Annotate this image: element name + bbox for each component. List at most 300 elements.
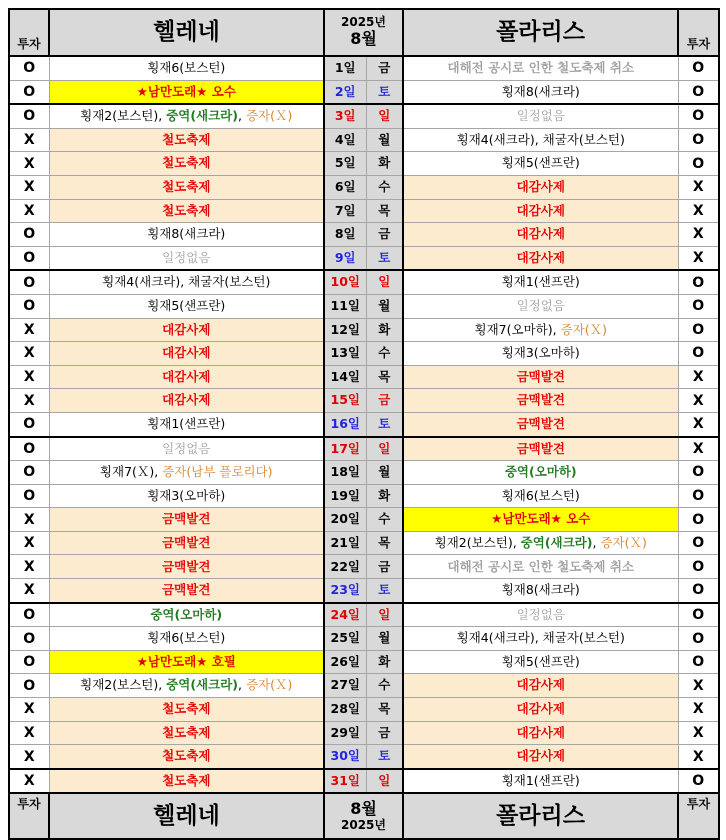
left-event-text: 철도축제 [162, 155, 211, 171]
schedule-sheet [8, 8, 718, 840]
date-cell: 13일 [324, 342, 366, 366]
right-event-text: 대감사제 [516, 701, 565, 717]
left-event-text: ★남만도래★ 호필 [136, 653, 236, 669]
left-event-text: , [237, 108, 246, 124]
left-event-cell [49, 698, 324, 722]
table-row [9, 152, 719, 176]
right-investment-mark: X [678, 199, 719, 223]
left-event-text: 횡재1(샌프란) [147, 415, 226, 431]
weekday-cell: 금 [366, 56, 403, 80]
right-event-cell [403, 152, 678, 176]
table-row [9, 246, 719, 270]
right-investment-mark: X [678, 175, 719, 199]
weekday-cell: 토 [366, 579, 403, 603]
right-event-text: 대감사제 [516, 226, 565, 242]
month-header-bottom [324, 793, 403, 839]
right-investment-mark: X [678, 698, 719, 722]
left-investment-mark: O [9, 56, 49, 80]
left-event-cell [49, 627, 324, 651]
left-event-text: ★남만도래★ 오수 [136, 83, 236, 99]
right-event-text: 중역(오마하) [504, 464, 577, 480]
table-row [9, 389, 719, 413]
table-row [9, 365, 719, 389]
left-investor-footer: 투자 [9, 793, 49, 839]
left-investment-mark: X [9, 175, 49, 199]
right-event-cell [403, 365, 678, 389]
right-investment-mark: O [678, 603, 719, 627]
right-investment-mark: O [678, 342, 719, 366]
left-event-text: 금맥발견 [162, 511, 211, 527]
left-event-cell [49, 555, 324, 579]
left-event-cell [49, 128, 324, 152]
right-event-text: ★남만도래★ 오수 [491, 511, 591, 527]
date-cell: 27일 [324, 674, 366, 698]
right-investment-mark: O [678, 318, 719, 342]
right-event-cell [403, 246, 678, 270]
right-investment-mark: X [678, 721, 719, 745]
right-event-text: 증자(Ｘ) [560, 321, 607, 337]
weekday-cell: 토 [366, 745, 403, 769]
weekday-cell: 토 [366, 246, 403, 270]
weekday-cell: 일 [366, 603, 403, 627]
right-event-cell [403, 769, 678, 794]
date-cell: 18일 [324, 461, 366, 485]
date-cell: 1일 [324, 56, 366, 80]
date-cell: 24일 [324, 603, 366, 627]
left-event-cell [49, 365, 324, 389]
table-row [9, 412, 719, 436]
left-investment-mark: X [9, 745, 49, 769]
right-event-cell [403, 650, 678, 674]
weekday-cell: 수 [366, 674, 403, 698]
schedule-table [8, 8, 720, 840]
left-server-name-footer: 헬레네 [49, 793, 324, 839]
left-investment-mark: O [9, 80, 49, 104]
left-event-text: 횡재2(보스턴), [80, 677, 167, 693]
right-event-text: 횡재3(오마하) [501, 345, 580, 361]
right-investment-mark: O [678, 80, 719, 104]
left-investment-mark: O [9, 437, 49, 461]
date-cell: 20일 [324, 508, 366, 532]
table-row [9, 674, 719, 698]
right-investment-mark: O [678, 56, 719, 80]
right-investment-mark: O [678, 579, 719, 603]
right-event-text: 금맥발견 [516, 392, 565, 408]
weekday-cell: 수 [366, 508, 403, 532]
right-event-text: 일정없음 [516, 606, 565, 622]
left-event-text: 증자(Ｘ) [245, 108, 293, 124]
left-event-cell [49, 769, 324, 794]
left-event-text: 철도축제 [162, 131, 211, 147]
right-investment-mark: O [678, 128, 719, 152]
right-event-cell [403, 627, 678, 651]
right-investment-mark: O [678, 484, 719, 508]
table-row [9, 698, 719, 722]
right-event-text: 금맥발견 [516, 440, 565, 456]
right-event-text: 대해전 공시로 인한 철도축제 취소 [447, 558, 634, 574]
right-event-text: 일정없음 [516, 297, 565, 313]
table-row [9, 56, 719, 80]
left-event-text: 횡재4(새크라), 채굴자(보스턴) [102, 274, 271, 290]
right-event-text: 횡재7(오마하), [474, 321, 561, 337]
left-event-cell [49, 152, 324, 176]
left-event-cell [49, 579, 324, 603]
right-investment-mark: O [678, 627, 719, 651]
right-server-name: 폴라리스 [403, 9, 678, 56]
right-investor-header: 투자 [678, 9, 719, 56]
left-investment-mark: O [9, 627, 49, 651]
right-event-cell [403, 128, 678, 152]
left-event-text: 중역(새크라) [166, 677, 238, 693]
right-investment-mark: X [678, 223, 719, 247]
date-cell: 14일 [324, 365, 366, 389]
right-event-text: 횡재5(샌프란) [501, 155, 580, 171]
date-cell: 23일 [324, 579, 366, 603]
left-event-text: 횡재6(보스턴) [147, 60, 226, 76]
date-cell: 3일 [324, 104, 366, 128]
table-row [9, 627, 719, 651]
left-investment-mark: O [9, 484, 49, 508]
date-cell: 26일 [324, 650, 366, 674]
left-event-cell [49, 318, 324, 342]
left-event-text: 횡재6(보스턴) [147, 630, 226, 646]
left-event-cell [49, 104, 324, 128]
right-event-text: 일정없음 [516, 108, 565, 124]
table-row [9, 223, 719, 247]
right-event-cell [403, 270, 678, 294]
table-row [9, 270, 719, 294]
left-event-cell [49, 80, 324, 104]
left-investment-mark: X [9, 389, 49, 413]
left-event-text: 대감사제 [162, 321, 211, 337]
weekday-cell: 월 [366, 294, 403, 318]
date-cell: 10일 [324, 270, 366, 294]
date-cell: 22일 [324, 555, 366, 579]
right-investment-mark: O [678, 152, 719, 176]
weekday-cell: 금 [366, 389, 403, 413]
left-event-text: 대감사제 [162, 368, 211, 384]
right-event-text: 중역(새크라) [520, 534, 593, 550]
right-event-text: 횡재1(샌프란) [501, 274, 580, 290]
left-event-text: 증자(남부 플로리다) [162, 464, 273, 480]
right-event-text: 횡재8(새크라) [501, 582, 580, 598]
weekday-cell: 목 [366, 365, 403, 389]
right-event-cell [403, 745, 678, 769]
right-event-text: 대감사제 [516, 249, 565, 265]
table-row [9, 104, 719, 128]
left-event-text: 대감사제 [162, 345, 211, 361]
year-label-footer: 2025년 [341, 817, 386, 832]
right-investment-mark: O [678, 508, 719, 532]
date-cell: 30일 [324, 745, 366, 769]
weekday-cell: 화 [366, 152, 403, 176]
right-event-cell [403, 175, 678, 199]
table-row [9, 484, 719, 508]
weekday-cell: 목 [366, 531, 403, 555]
left-event-cell [49, 461, 324, 485]
table-row [9, 80, 719, 104]
left-investment-mark: X [9, 199, 49, 223]
left-investor-header: 투자 [9, 9, 49, 56]
weekday-cell: 금 [366, 223, 403, 247]
table-row [9, 318, 719, 342]
left-event-cell [49, 175, 324, 199]
right-event-text: 횡재8(새크라) [501, 83, 580, 99]
left-investment-mark: X [9, 579, 49, 603]
right-event-text: 증자(Ｘ) [600, 534, 647, 550]
date-cell: 17일 [324, 437, 366, 461]
left-event-cell [49, 342, 324, 366]
left-event-cell [49, 199, 324, 223]
left-event-cell [49, 56, 324, 80]
date-cell: 28일 [324, 698, 366, 722]
right-investment-mark: X [678, 246, 719, 270]
left-event-text: 철도축제 [162, 724, 211, 740]
weekday-cell: 화 [366, 318, 403, 342]
right-event-cell [403, 508, 678, 532]
left-investment-mark: X [9, 342, 49, 366]
left-event-cell [49, 270, 324, 294]
right-event-cell [403, 56, 678, 80]
date-cell: 7일 [324, 199, 366, 223]
weekday-cell: 목 [366, 698, 403, 722]
left-investment-mark: X [9, 365, 49, 389]
left-investment-mark: O [9, 461, 49, 485]
right-investment-mark: O [678, 531, 719, 555]
left-event-cell [49, 650, 324, 674]
left-event-cell [49, 745, 324, 769]
right-event-cell [403, 223, 678, 247]
left-investment-mark: O [9, 674, 49, 698]
right-investment-mark: O [678, 461, 719, 485]
header-row-top [9, 9, 719, 56]
left-investment-mark: O [9, 246, 49, 270]
right-event-cell [403, 80, 678, 104]
date-cell: 16일 [324, 412, 366, 436]
left-event-text: 횡재7(Ｘ), [99, 464, 163, 480]
left-event-text: 증자(Ｘ) [245, 677, 293, 693]
weekday-cell: 일 [366, 769, 403, 794]
left-event-text: 철도축제 [162, 701, 211, 717]
date-cell: 31일 [324, 769, 366, 794]
table-row [9, 294, 719, 318]
weekday-cell: 월 [366, 627, 403, 651]
left-server-name: 헬레네 [49, 9, 324, 56]
left-investment-mark: X [9, 128, 49, 152]
right-investor-footer: 투자 [678, 793, 719, 839]
right-event-text: 횡재6(보스턴) [501, 487, 580, 503]
table-row [9, 461, 719, 485]
weekday-cell: 금 [366, 555, 403, 579]
right-event-cell [403, 484, 678, 508]
month-header-top [324, 9, 403, 56]
right-event-text: 대감사제 [516, 202, 565, 218]
date-cell: 12일 [324, 318, 366, 342]
left-event-text: 대감사제 [162, 392, 211, 408]
table-row [9, 199, 719, 223]
right-event-cell [403, 698, 678, 722]
left-investment-mark: X [9, 508, 49, 532]
table-row [9, 721, 719, 745]
left-event-cell [49, 603, 324, 627]
table-row [9, 555, 719, 579]
right-event-cell [403, 674, 678, 698]
table-row [9, 745, 719, 769]
weekday-cell: 수 [366, 175, 403, 199]
table-row [9, 128, 719, 152]
weekday-cell: 일 [366, 104, 403, 128]
right-event-text: 대감사제 [516, 724, 565, 740]
left-event-text: 금맥발견 [162, 534, 211, 550]
right-event-cell [403, 294, 678, 318]
weekday-cell: 토 [366, 412, 403, 436]
left-investment-mark: O [9, 412, 49, 436]
left-event-text: 횡재8(새크라) [147, 226, 226, 242]
left-investment-mark: X [9, 721, 49, 745]
date-cell: 4일 [324, 128, 366, 152]
date-cell: 6일 [324, 175, 366, 199]
left-investment-mark: X [9, 531, 49, 555]
right-investment-mark: X [678, 437, 719, 461]
weekday-cell: 일 [366, 270, 403, 294]
table-row [9, 508, 719, 532]
right-event-cell [403, 461, 678, 485]
left-event-text: 철도축제 [162, 772, 211, 788]
left-event-cell [49, 508, 324, 532]
left-event-text: 횡재3(오마하) [147, 487, 226, 503]
right-event-text: 횡재4(새크라), 채굴자(보스턴) [456, 630, 625, 646]
date-cell: 25일 [324, 627, 366, 651]
weekday-cell: 화 [366, 650, 403, 674]
left-event-cell [49, 721, 324, 745]
right-investment-mark: X [678, 412, 719, 436]
right-event-cell [403, 721, 678, 745]
right-investment-mark: X [678, 674, 719, 698]
date-cell: 11일 [324, 294, 366, 318]
left-event-text: 철도축제 [162, 202, 211, 218]
right-event-text: 대감사제 [516, 748, 565, 764]
left-event-cell [49, 531, 324, 555]
right-event-cell [403, 603, 678, 627]
left-event-text: 금맥발견 [162, 558, 211, 574]
right-event-text: 대감사제 [516, 179, 565, 195]
date-cell: 5일 [324, 152, 366, 176]
left-investment-mark: O [9, 294, 49, 318]
left-investment-mark: O [9, 270, 49, 294]
right-investment-mark: O [678, 555, 719, 579]
weekday-cell: 월 [366, 128, 403, 152]
right-event-text: 금맥발견 [516, 415, 565, 431]
weekday-cell: 화 [366, 484, 403, 508]
right-event-text: 횡재2(보스턴), [434, 534, 521, 550]
table-row [9, 437, 719, 461]
left-event-text: 금맥발견 [162, 582, 211, 598]
right-investment-mark: O [678, 769, 719, 794]
table-row [9, 531, 719, 555]
right-event-cell [403, 104, 678, 128]
right-investment-mark: O [678, 650, 719, 674]
right-event-text: 횡재5(샌프란) [501, 653, 580, 669]
left-event-text: 일정없음 [162, 249, 211, 265]
right-investment-mark: X [678, 365, 719, 389]
table-row [9, 342, 719, 366]
left-investment-mark: O [9, 603, 49, 627]
month-label-footer: 8월 [350, 799, 377, 819]
date-cell: 29일 [324, 721, 366, 745]
left-event-text: 중역(새크라) [166, 108, 238, 124]
year-label: 2025년 [341, 15, 386, 30]
right-event-text: 대감사제 [516, 677, 565, 693]
weekday-cell: 일 [366, 437, 403, 461]
right-event-cell [403, 437, 678, 461]
table-row [9, 603, 719, 627]
right-event-cell [403, 555, 678, 579]
weekday-cell: 토 [366, 80, 403, 104]
date-cell: 2일 [324, 80, 366, 104]
right-server-name-footer: 폴라리스 [403, 793, 678, 839]
left-event-text: 횡재5(샌프란) [147, 297, 226, 313]
left-investment-mark: X [9, 698, 49, 722]
header-row-bottom [9, 793, 719, 839]
right-investment-mark: O [678, 294, 719, 318]
month-label: 8월 [350, 29, 377, 49]
left-event-text: 중역(오마하) [150, 606, 223, 622]
left-investment-mark: O [9, 223, 49, 247]
right-investment-mark: O [678, 270, 719, 294]
left-event-cell [49, 674, 324, 698]
right-event-text: 횡재4(새크라), 채굴자(보스턴) [456, 131, 625, 147]
date-cell: 15일 [324, 389, 366, 413]
date-cell: 19일 [324, 484, 366, 508]
left-event-text: 횡재2(보스턴), [80, 108, 167, 124]
left-event-text: 철도축제 [162, 748, 211, 764]
date-cell: 9일 [324, 246, 366, 270]
left-event-cell [49, 389, 324, 413]
left-investment-mark: O [9, 650, 49, 674]
left-event-cell [49, 437, 324, 461]
table-row [9, 175, 719, 199]
weekday-cell: 목 [366, 199, 403, 223]
table-row [9, 769, 719, 794]
weekday-cell: 수 [366, 342, 403, 366]
right-event-cell [403, 389, 678, 413]
right-investment-mark: O [678, 104, 719, 128]
table-row [9, 650, 719, 674]
left-event-text: 철도축제 [162, 179, 211, 195]
right-event-cell [403, 531, 678, 555]
left-investment-mark: X [9, 769, 49, 794]
left-event-cell [49, 484, 324, 508]
weekday-cell: 월 [366, 461, 403, 485]
date-cell: 21일 [324, 531, 366, 555]
right-event-text: , [592, 534, 601, 550]
left-event-text: 일정없음 [162, 440, 211, 456]
left-event-cell [49, 246, 324, 270]
left-event-cell [49, 294, 324, 318]
right-event-text: 대해전 공시로 인한 철도축제 취소 [447, 60, 634, 76]
right-event-cell [403, 318, 678, 342]
left-event-text: , [237, 677, 246, 693]
left-investment-mark: X [9, 152, 49, 176]
left-investment-mark: O [9, 104, 49, 128]
left-investment-mark: X [9, 318, 49, 342]
left-event-cell [49, 223, 324, 247]
right-event-cell [403, 579, 678, 603]
left-investment-mark: X [9, 555, 49, 579]
right-event-cell [403, 199, 678, 223]
left-event-cell [49, 412, 324, 436]
right-event-text: 금맥발견 [516, 368, 565, 384]
